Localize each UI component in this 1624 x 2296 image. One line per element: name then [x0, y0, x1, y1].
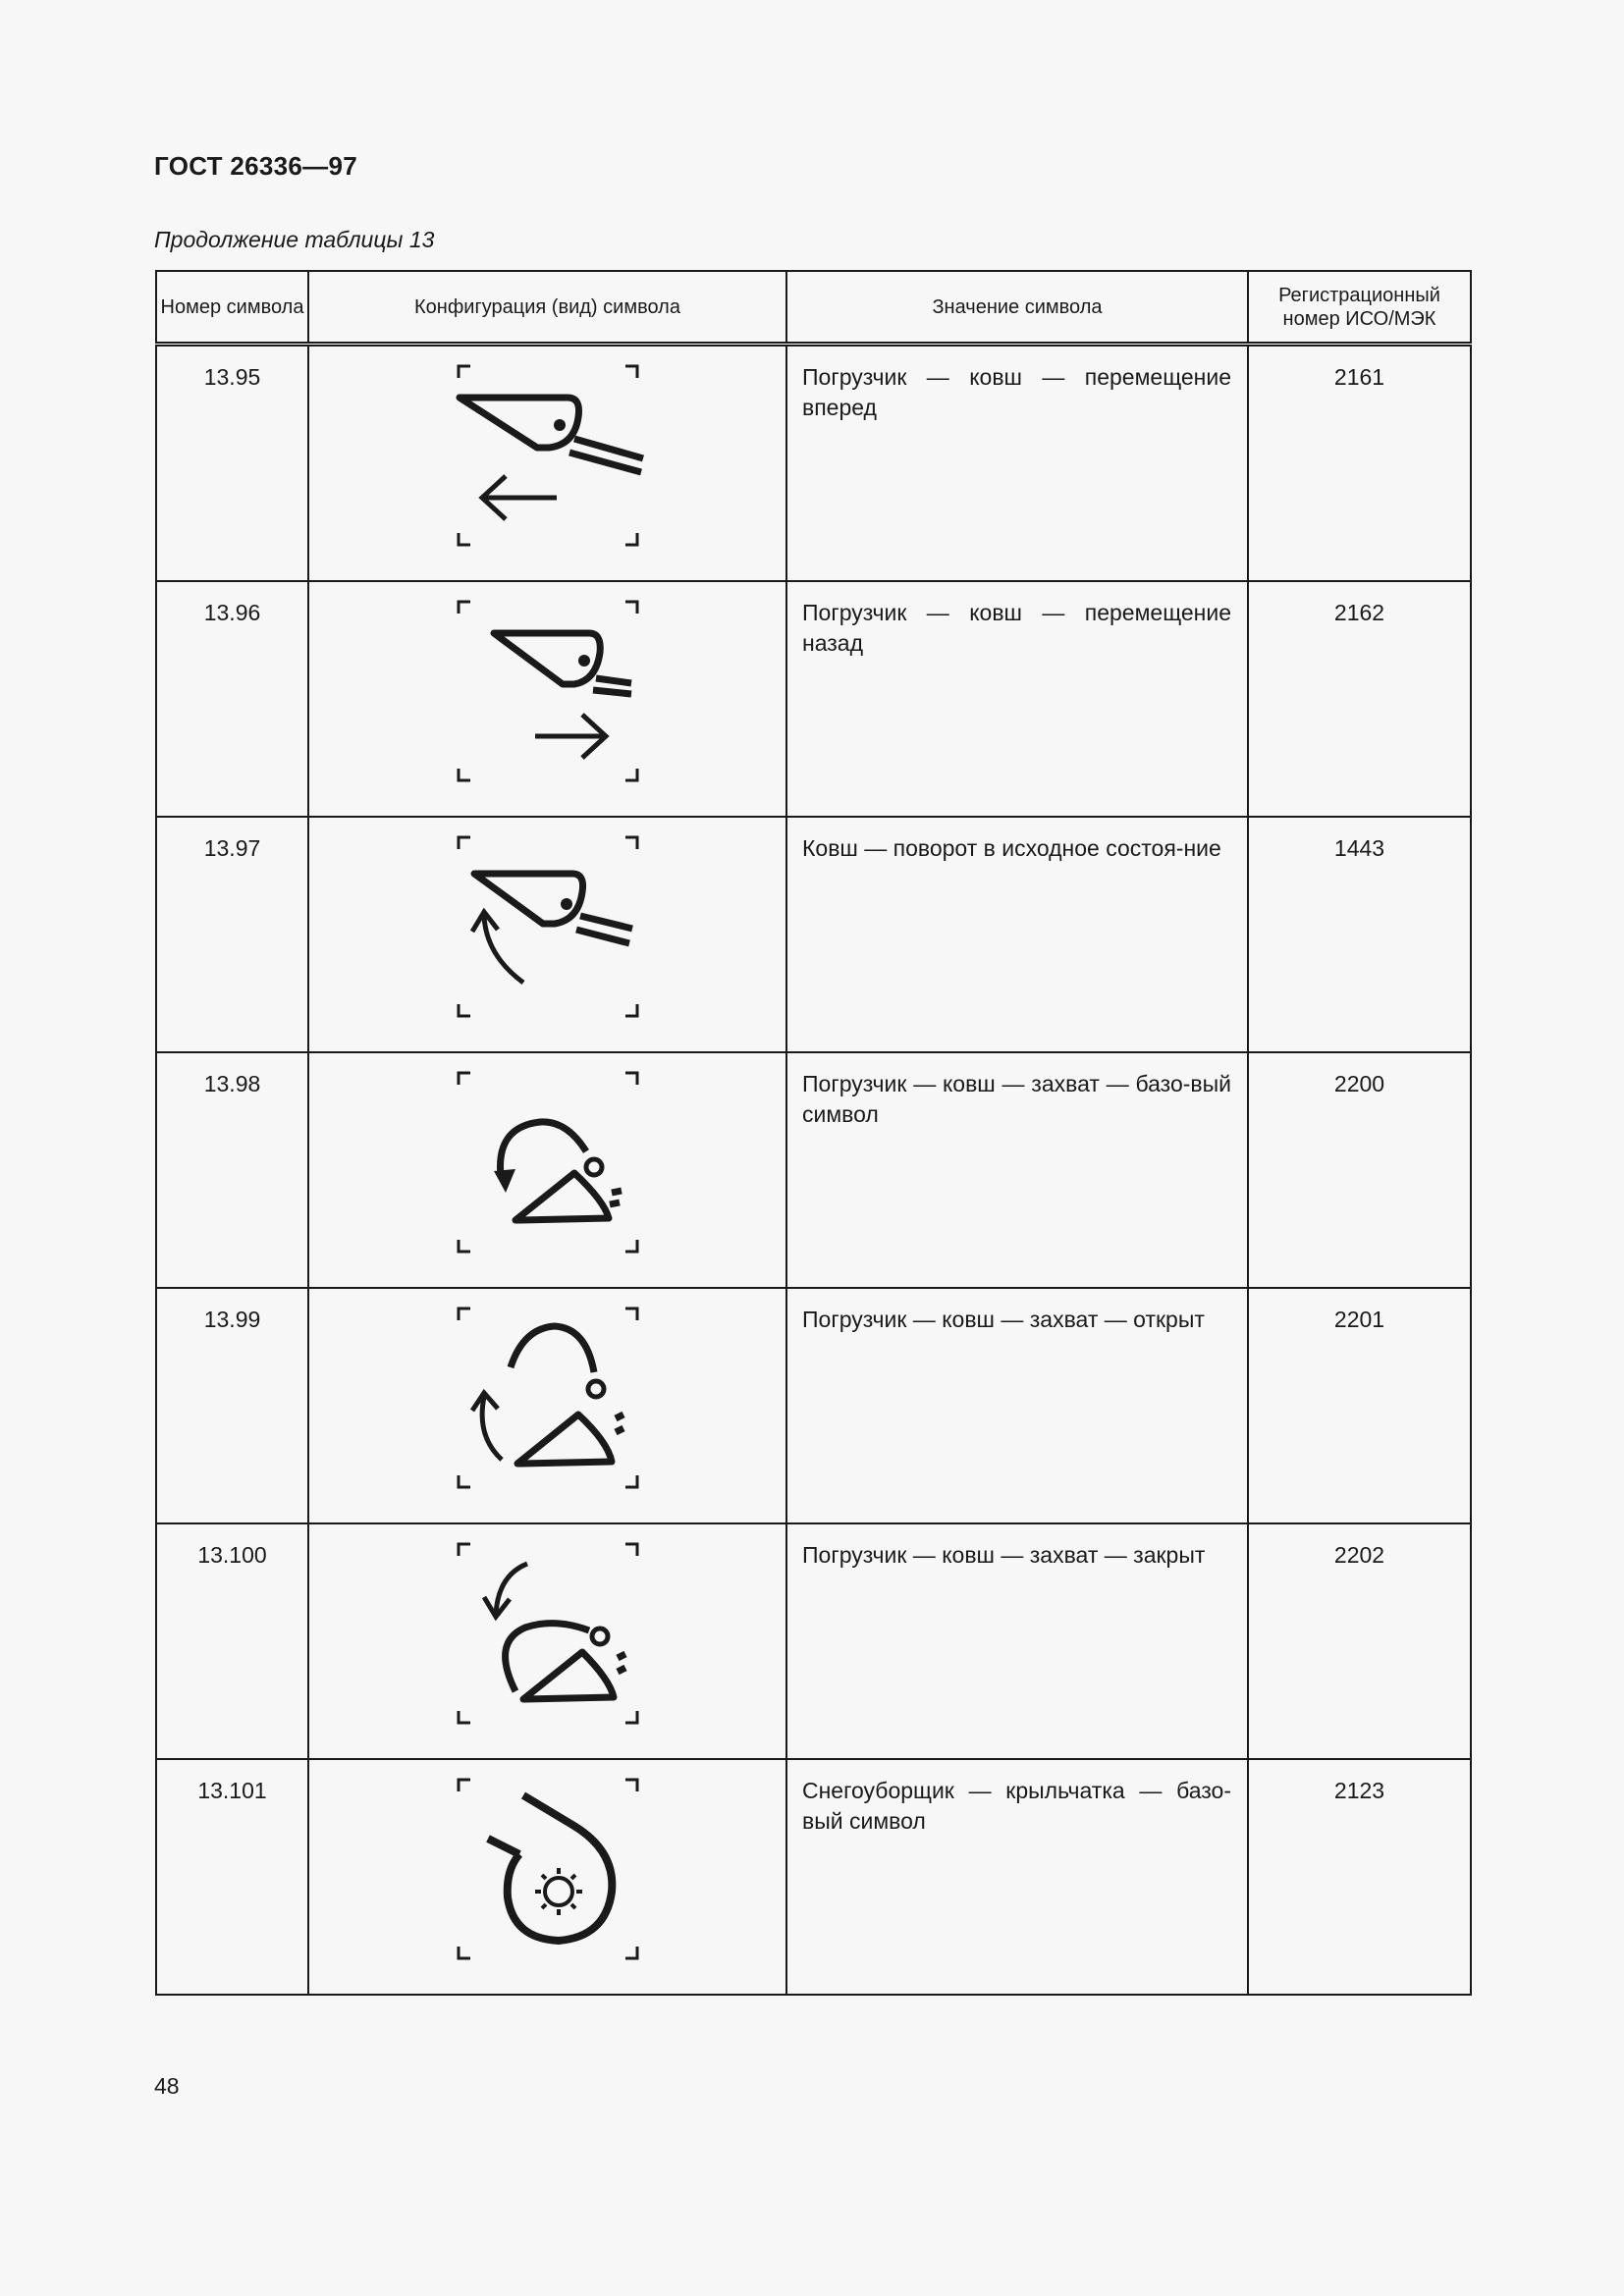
symbol-number: 13.100	[156, 1523, 308, 1759]
document-title: ГОСТ 26336—97	[154, 151, 357, 181]
loader-clamshell-close-icon	[309, 1524, 787, 1742]
col-header-number: Номер символа	[156, 271, 308, 345]
registration-number: 1443	[1248, 817, 1471, 1052]
symbol-number: 13.97	[156, 817, 308, 1052]
page-number: 48	[154, 2073, 180, 2099]
registration-number: 2202	[1248, 1523, 1471, 1759]
symbol-number: 13.95	[156, 345, 308, 582]
table-header-row	[156, 271, 1471, 345]
loader-clamshell-base-icon	[309, 1053, 787, 1271]
loader-bucket-forward-icon	[309, 347, 787, 564]
registration-number: 2161	[1248, 345, 1471, 582]
symbol-figure	[308, 581, 786, 817]
col-header-meaning: Значение символа	[786, 271, 1248, 345]
table-row	[156, 817, 1471, 1052]
loader-clamshell-open-icon	[309, 1289, 787, 1507]
symbol-meaning: Погрузчик — ковш — перемещение назад	[786, 581, 1248, 817]
table-row	[156, 1288, 1471, 1523]
symbol-figure	[308, 1523, 786, 1759]
table-row	[156, 345, 1471, 582]
col-header-figure: Конфигурация (вид) символа	[308, 271, 786, 345]
symbol-meaning: Ковш — поворот в исходное состоя-ние	[786, 817, 1248, 1052]
registration-number: 2123	[1248, 1759, 1471, 1995]
loader-bucket-backward-icon	[309, 582, 787, 800]
bucket-return-icon	[309, 818, 787, 1036]
symbol-meaning: Погрузчик — ковш — перемещение вперед	[786, 345, 1248, 582]
symbol-figure	[308, 1288, 786, 1523]
table-row	[156, 1523, 1471, 1759]
col-header-registration: Регистрационный номер ИСО/МЭК	[1248, 271, 1471, 345]
registration-number: 2162	[1248, 581, 1471, 817]
symbol-number: 13.101	[156, 1759, 308, 1995]
symbol-figure	[308, 345, 786, 582]
registration-number: 2201	[1248, 1288, 1471, 1523]
table-caption: Продолжение таблицы 13	[154, 227, 435, 252]
symbol-number: 13.98	[156, 1052, 308, 1288]
registration-number: 2200	[1248, 1052, 1471, 1288]
table-row	[156, 1759, 1471, 1995]
symbol-figure	[308, 1759, 786, 1995]
symbol-meaning: Снегоуборщик — крыльчатка — базо-вый символ	[786, 1759, 1248, 1995]
symbol-meaning: Погрузчик — ковш — захват — закрыт	[786, 1523, 1248, 1759]
table-row	[156, 1052, 1471, 1288]
symbol-number: 13.99	[156, 1288, 308, 1523]
symbol-figure	[308, 817, 786, 1052]
snowblower-impeller-icon	[309, 1760, 787, 1978]
table-row	[156, 581, 1471, 817]
symbol-number: 13.96	[156, 581, 308, 817]
symbol-meaning: Погрузчик — ковш — захват — базо-вый символ	[786, 1052, 1248, 1288]
symbols-table	[155, 270, 1472, 1996]
symbol-meaning: Погрузчик — ковш — захват — открыт	[786, 1288, 1248, 1523]
symbol-figure	[308, 1052, 786, 1288]
